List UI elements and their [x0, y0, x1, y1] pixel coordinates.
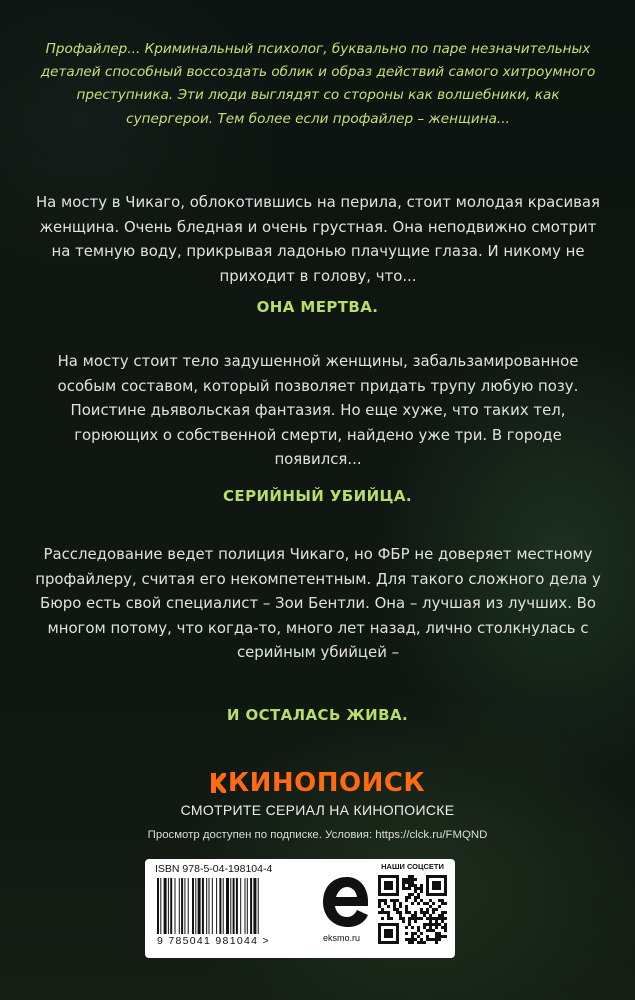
isbn-text: ISBN 978-5-04-198104-4 [155, 863, 273, 875]
kinopoisk-logo [0, 768, 635, 798]
publisher-site: eksmo.ru [323, 933, 361, 943]
kinopoisk-watch-text: СМОТРИТЕ СЕРИАЛ НА КИНОПОИСКЕ [180, 802, 455, 818]
paragraph-bridge: На мосту в Чикаго, облокотившись на перила, стоит молодая красивая женщина. Очень бледная и очень грустная. Она неподвижно смотрит на темную воду, прикрывая ладонью плачущие глаза. И никому не приходит в голову, что... [35, 193, 601, 285]
qr-code[interactable] [378, 875, 447, 944]
highlight-serial-killer: СЕРИЙНЫЙ УБИЙЦА. [223, 487, 412, 505]
kinopoisk-logo-text: КИНОПОИСК [227, 768, 426, 798]
qr-panel [370, 859, 455, 958]
highlight-she-is-dead: ОНА МЕРТВА. [256, 298, 379, 316]
highlight-stayed-alive: И ОСТАЛАСЬ ЖИВА. [226, 706, 409, 724]
paragraph-body: На мосту стоит тело задушенной женщины, забальзамированное особым составом, который позволяет придать трупу любую позу. Поистине дьявольская фантазия. Но еще хуже, что таких тел, горюющих о собственной смерти, найдено уже три. В городе появился... [57, 352, 579, 469]
intro-text: Профайлер... Криминальный психолог, буквально по паре незначительных деталей способный воссоздать облик и образ действий самого хитроумного преступника. Эти люди выглядят со стороны как волшебники, как супергерои. Тем более если профайлер – женщина... [40, 41, 596, 127]
qr-label: НАШИ СОЦСЕТИ [381, 862, 444, 871]
eksmo-logo-icon [317, 873, 373, 931]
barcode [155, 878, 300, 934]
kinopoisk-subscription-note: Просмотр доступен по подписке. Условия: https://clck.ru/FMQND [147, 829, 488, 841]
kinopoisk-mark-icon [210, 770, 226, 790]
barcode-digits: 9 785041 981044 > [157, 935, 270, 947]
paragraph-investigation: Расследование ведет полиция Чикаго, но ФБР не доверяет местному профайлеру, считая его некомпетентным. Для такого сложного дела у Бюро есть свой специалист – Зои Бентли. Она – лучшая из лучших. Во многом потому, что когда-то, много лет назад, лично столкнулась с серийным убийцей – [35, 545, 601, 662]
